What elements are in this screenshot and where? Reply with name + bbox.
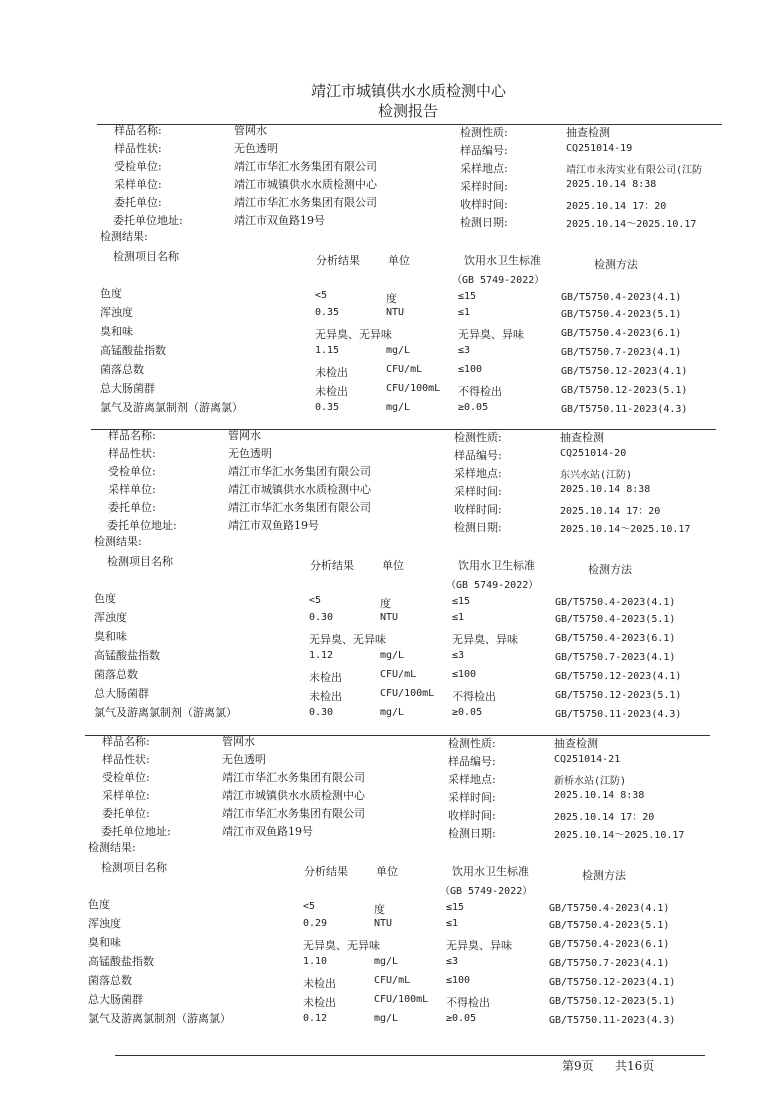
row-unit: mg/L	[386, 345, 411, 356]
row-item: 色度	[88, 898, 110, 911]
field-value: 靖江市双鱼路19号	[234, 214, 325, 227]
field-value: 靖江市双鱼路19号	[228, 519, 319, 532]
row-unit: NTU	[386, 307, 405, 318]
row-item: 浑浊度	[88, 917, 121, 930]
row-item: 氯气及游离氯制剂（游离氯）	[94, 706, 237, 719]
row-method: GB/T5750.12-2023(4.1)	[549, 977, 676, 988]
row-item: 总大肠菌群	[94, 687, 149, 700]
row-standard: 无异臭、异味	[446, 939, 512, 952]
row-standard: ≥0.05	[446, 1013, 477, 1024]
col-header-method: 检测方法	[582, 869, 626, 882]
row-method: GB/T5750.4-2023(6.1)	[561, 328, 682, 339]
row-method: GB/T5750.7-2023(4.1)	[549, 958, 670, 969]
row-standard: ≥0.05	[452, 707, 483, 718]
col-header-unit: 单位	[382, 559, 404, 572]
field-label: 检测性质:	[454, 431, 502, 444]
field-label: 采样单位:	[102, 789, 150, 802]
row-method: GB/T5750.12-2023(4.1)	[561, 366, 688, 377]
row-unit: 度	[386, 292, 397, 305]
row-standard: ≥0.05	[458, 402, 489, 413]
field-label: 样品编号:	[460, 144, 508, 157]
field-label: 样品编号:	[448, 755, 496, 768]
field-value: CQ251014-20	[560, 448, 627, 459]
col-header-standard-code: （GB 5749-2022）	[452, 275, 545, 286]
row-standard: ≤1	[446, 918, 459, 929]
field-label: 样品名称:	[102, 735, 150, 748]
field-value: 靖江市永涛实业有限公司(江防	[566, 165, 703, 176]
row-standard: ≤100	[458, 364, 483, 375]
col-header-result: 分析结果	[310, 559, 354, 572]
field-value: CQ251014-21	[554, 754, 621, 765]
field-label: 委托单位:	[102, 807, 150, 820]
col-header-standard: 饮用水卫生标准	[464, 254, 541, 267]
field-value: 2025.10.14～2025.10.17	[560, 524, 691, 535]
field-value: 东兴水站(江防)	[560, 470, 633, 481]
row-standard: 不得检出	[452, 690, 496, 703]
results-label: 检测结果:	[100, 230, 148, 243]
page-number: 第9页	[562, 1059, 594, 1073]
row-result: 0.29	[303, 918, 328, 929]
row-item: 菌落总数	[100, 363, 144, 376]
row-standard: ≤15	[458, 291, 477, 302]
field-label: 样品性状:	[102, 753, 150, 766]
row-result: 1.15	[315, 345, 340, 356]
field-value: CQ251014-19	[566, 143, 633, 154]
field-label: 委托单位地址:	[107, 519, 177, 532]
row-method: GB/T5750.4-2023(5.1)	[555, 614, 676, 625]
field-value: 抽查检测	[566, 126, 610, 139]
field-value: 抽查检测	[554, 737, 598, 750]
field-label: 采样地点:	[454, 467, 502, 480]
row-result: 1.12	[309, 650, 334, 661]
field-value: 靖江市华汇水务集团有限公司	[234, 196, 377, 209]
field-value: 2025.10.14 8:38	[566, 179, 657, 190]
org-title: 靖江市城镇供水水质检测中心	[311, 82, 507, 100]
field-label: 委托单位:	[114, 196, 162, 209]
field-value: 靖江市华汇水务集团有限公司	[234, 160, 377, 173]
field-label: 收样时间:	[460, 198, 508, 211]
row-item: 色度	[100, 287, 122, 300]
col-header-standard-code: （GB 5749-2022）	[440, 886, 533, 897]
row-result: 未检出	[309, 690, 342, 703]
row-method: GB/T5750.4-2023(5.1)	[549, 920, 670, 931]
row-method: GB/T5750.11-2023(4.3)	[549, 1015, 676, 1026]
field-value: 无色透明	[228, 447, 272, 460]
row-standard: ≤15	[452, 596, 471, 607]
field-label: 委托单位地址:	[101, 825, 171, 838]
field-value: 2025.10.14 17：20	[566, 201, 667, 212]
row-standard: 无异臭、异味	[458, 328, 524, 341]
field-label: 样品名称:	[108, 429, 156, 442]
row-method: GB/T5750.12-2023(5.1)	[555, 690, 682, 701]
row-standard: ≤3	[458, 345, 471, 356]
row-item: 高锰酸盐指数	[100, 344, 166, 357]
row-item: 氯气及游离氯制剂（游离氯）	[100, 401, 243, 414]
row-method: GB/T5750.7-2023(4.1)	[561, 347, 682, 358]
row-result: <5	[315, 290, 328, 301]
col-header-unit: 单位	[388, 254, 410, 267]
field-value: 管网水	[228, 429, 261, 442]
col-header-result: 分析结果	[304, 865, 348, 878]
row-result: 未检出	[315, 385, 348, 398]
col-header-item: 检测项目名称	[107, 555, 173, 568]
field-value: 靖江市华汇水务集团有限公司	[222, 807, 365, 820]
col-header-standard: 饮用水卫生标准	[452, 865, 529, 878]
field-label: 检测日期:	[448, 827, 496, 840]
field-label: 受检单位:	[108, 465, 156, 478]
col-header-standard-code: （GB 5749-2022）	[446, 580, 539, 591]
row-method: GB/T5750.12-2023(4.1)	[555, 671, 682, 682]
col-header-unit: 单位	[376, 865, 398, 878]
field-label: 检测日期:	[454, 521, 502, 534]
field-value: 2025.10.14～2025.10.17	[554, 830, 685, 841]
field-label: 采样时间:	[448, 791, 496, 804]
row-method: GB/T5750.12-2023(5.1)	[561, 385, 688, 396]
field-value: 靖江市双鱼路19号	[222, 825, 313, 838]
field-label: 样品编号:	[454, 449, 502, 462]
field-value: 靖江市华汇水务集团有限公司	[228, 501, 371, 514]
row-standard: ≤15	[446, 902, 465, 913]
row-unit: CFU/mL	[374, 975, 411, 986]
field-value: 靖江市城镇供水水质检测中心	[228, 483, 371, 496]
field-value: 新桥水站(江防)	[554, 776, 627, 787]
row-unit: NTU	[374, 918, 393, 929]
row-unit: CFU/100mL	[386, 383, 441, 394]
field-value: 无色透明	[234, 142, 278, 155]
row-item: 菌落总数	[94, 668, 138, 681]
field-label: 检测性质:	[448, 737, 496, 750]
row-method: GB/T5750.12-2023(5.1)	[549, 996, 676, 1007]
col-header-standard: 饮用水卫生标准	[458, 559, 535, 572]
field-value: 管网水	[234, 124, 267, 137]
row-result: <5	[303, 901, 316, 912]
field-value: 2025.10.14 8:38	[554, 790, 645, 801]
col-header-method: 检测方法	[588, 563, 632, 576]
col-header-result: 分析结果	[316, 254, 360, 267]
row-item: 总大肠菌群	[100, 382, 155, 395]
row-unit: CFU/mL	[380, 669, 417, 680]
row-item: 总大肠菌群	[88, 993, 143, 1006]
row-item: 高锰酸盐指数	[88, 955, 154, 968]
field-label: 采样时间:	[460, 180, 508, 193]
field-value: 管网水	[222, 735, 255, 748]
field-label: 委托单位地址:	[113, 214, 183, 227]
row-item: 臭和味	[88, 936, 121, 949]
row-unit: CFU/mL	[386, 364, 423, 375]
row-result: 无异臭、无异味	[303, 939, 380, 952]
row-method: GB/T5750.4-2023(6.1)	[555, 633, 676, 644]
row-unit: mg/L	[374, 1013, 399, 1024]
row-unit: CFU/100mL	[374, 994, 429, 1005]
row-result: 0.35	[315, 402, 340, 413]
row-standard: ≤1	[458, 307, 471, 318]
row-result: 1.10	[303, 956, 328, 967]
row-standard: ≤100	[452, 669, 477, 680]
row-item: 高锰酸盐指数	[94, 649, 160, 662]
field-value: 靖江市城镇供水水质检测中心	[234, 178, 377, 191]
field-label: 样品名称:	[114, 124, 162, 137]
field-label: 委托单位:	[108, 501, 156, 514]
field-label: 采样地点:	[460, 162, 508, 175]
field-label: 采样单位:	[108, 483, 156, 496]
results-label: 检测结果:	[94, 535, 142, 548]
field-value: 靖江市城镇供水水质检测中心	[222, 789, 365, 802]
row-method: GB/T5750.4-2023(5.1)	[561, 309, 682, 320]
field-label: 受检单位:	[114, 160, 162, 173]
row-method: GB/T5750.4-2023(4.1)	[561, 292, 682, 303]
field-value: 靖江市华汇水务集团有限公司	[222, 771, 365, 784]
row-unit: 度	[374, 903, 385, 916]
row-standard: 不得检出	[458, 385, 502, 398]
field-label: 收样时间:	[448, 809, 496, 822]
row-item: 氯气及游离氯制剂（游离氯）	[88, 1012, 231, 1025]
field-value: 抽查检测	[560, 431, 604, 444]
row-unit: CFU/100mL	[380, 688, 435, 699]
row-result: <5	[309, 595, 322, 606]
field-label: 检测性质:	[460, 126, 508, 139]
field-label: 采样单位:	[114, 178, 162, 191]
col-header-method: 检测方法	[594, 258, 638, 271]
row-result: 未检出	[309, 671, 342, 684]
results-label: 检测结果:	[88, 841, 136, 854]
row-result: 0.12	[303, 1013, 328, 1024]
row-result: 0.35	[315, 307, 340, 318]
field-value: 无色透明	[222, 753, 266, 766]
row-result: 0.30	[309, 612, 334, 623]
row-method: GB/T5750.7-2023(4.1)	[555, 652, 676, 663]
row-result: 0.30	[309, 707, 334, 718]
row-method: GB/T5750.4-2023(4.1)	[555, 597, 676, 608]
field-label: 采样时间:	[454, 485, 502, 498]
field-value: 2025.10.14 17：20	[554, 812, 655, 823]
page-total: 共16页	[615, 1059, 655, 1073]
row-unit: mg/L	[380, 650, 405, 661]
row-method: GB/T5750.4-2023(4.1)	[549, 903, 670, 914]
row-item: 臭和味	[100, 325, 133, 338]
col-header-item: 检测项目名称	[101, 861, 167, 874]
row-unit: mg/L	[386, 402, 411, 413]
row-result: 无异臭、无异味	[309, 633, 386, 646]
row-item: 臭和味	[94, 630, 127, 643]
row-item: 菌落总数	[88, 974, 132, 987]
row-standard: 不得检出	[446, 996, 490, 1009]
field-label: 采样地点:	[448, 773, 496, 786]
row-method: GB/T5750.4-2023(6.1)	[549, 939, 670, 950]
field-value: 2025.10.14 17：20	[560, 506, 661, 517]
row-unit: mg/L	[380, 707, 405, 718]
field-value: 2025.10.14～2025.10.17	[566, 219, 697, 230]
row-standard: ≤3	[452, 650, 465, 661]
field-value: 靖江市华汇水务集团有限公司	[228, 465, 371, 478]
field-label: 样品性状:	[114, 142, 162, 155]
field-label: 受检单位:	[102, 771, 150, 784]
section-divider	[85, 735, 710, 736]
row-result: 未检出	[303, 996, 336, 1009]
row-result: 未检出	[315, 366, 348, 379]
row-unit: mg/L	[374, 956, 399, 967]
col-header-item: 检测项目名称	[113, 250, 179, 263]
field-label: 检测日期:	[460, 216, 508, 229]
row-result: 未检出	[303, 977, 336, 990]
row-standard: ≤3	[446, 956, 459, 967]
report-title: 检测报告	[378, 102, 439, 120]
field-label: 样品性状:	[108, 447, 156, 460]
row-unit: 度	[380, 597, 391, 610]
field-value: 2025.10.14 8:38	[560, 484, 651, 495]
row-standard: 无异臭、异味	[452, 633, 518, 646]
row-method: GB/T5750.11-2023(4.3)	[561, 404, 688, 415]
row-standard: ≤100	[446, 975, 471, 986]
field-label: 收样时间:	[454, 503, 502, 516]
row-method: GB/T5750.11-2023(4.3)	[555, 709, 682, 720]
row-item: 色度	[94, 592, 116, 605]
row-item: 浑浊度	[94, 611, 127, 624]
row-standard: ≤1	[452, 612, 465, 623]
row-item: 浑浊度	[100, 306, 133, 319]
row-result: 无异臭、无异味	[315, 328, 392, 341]
row-unit: NTU	[380, 612, 399, 623]
